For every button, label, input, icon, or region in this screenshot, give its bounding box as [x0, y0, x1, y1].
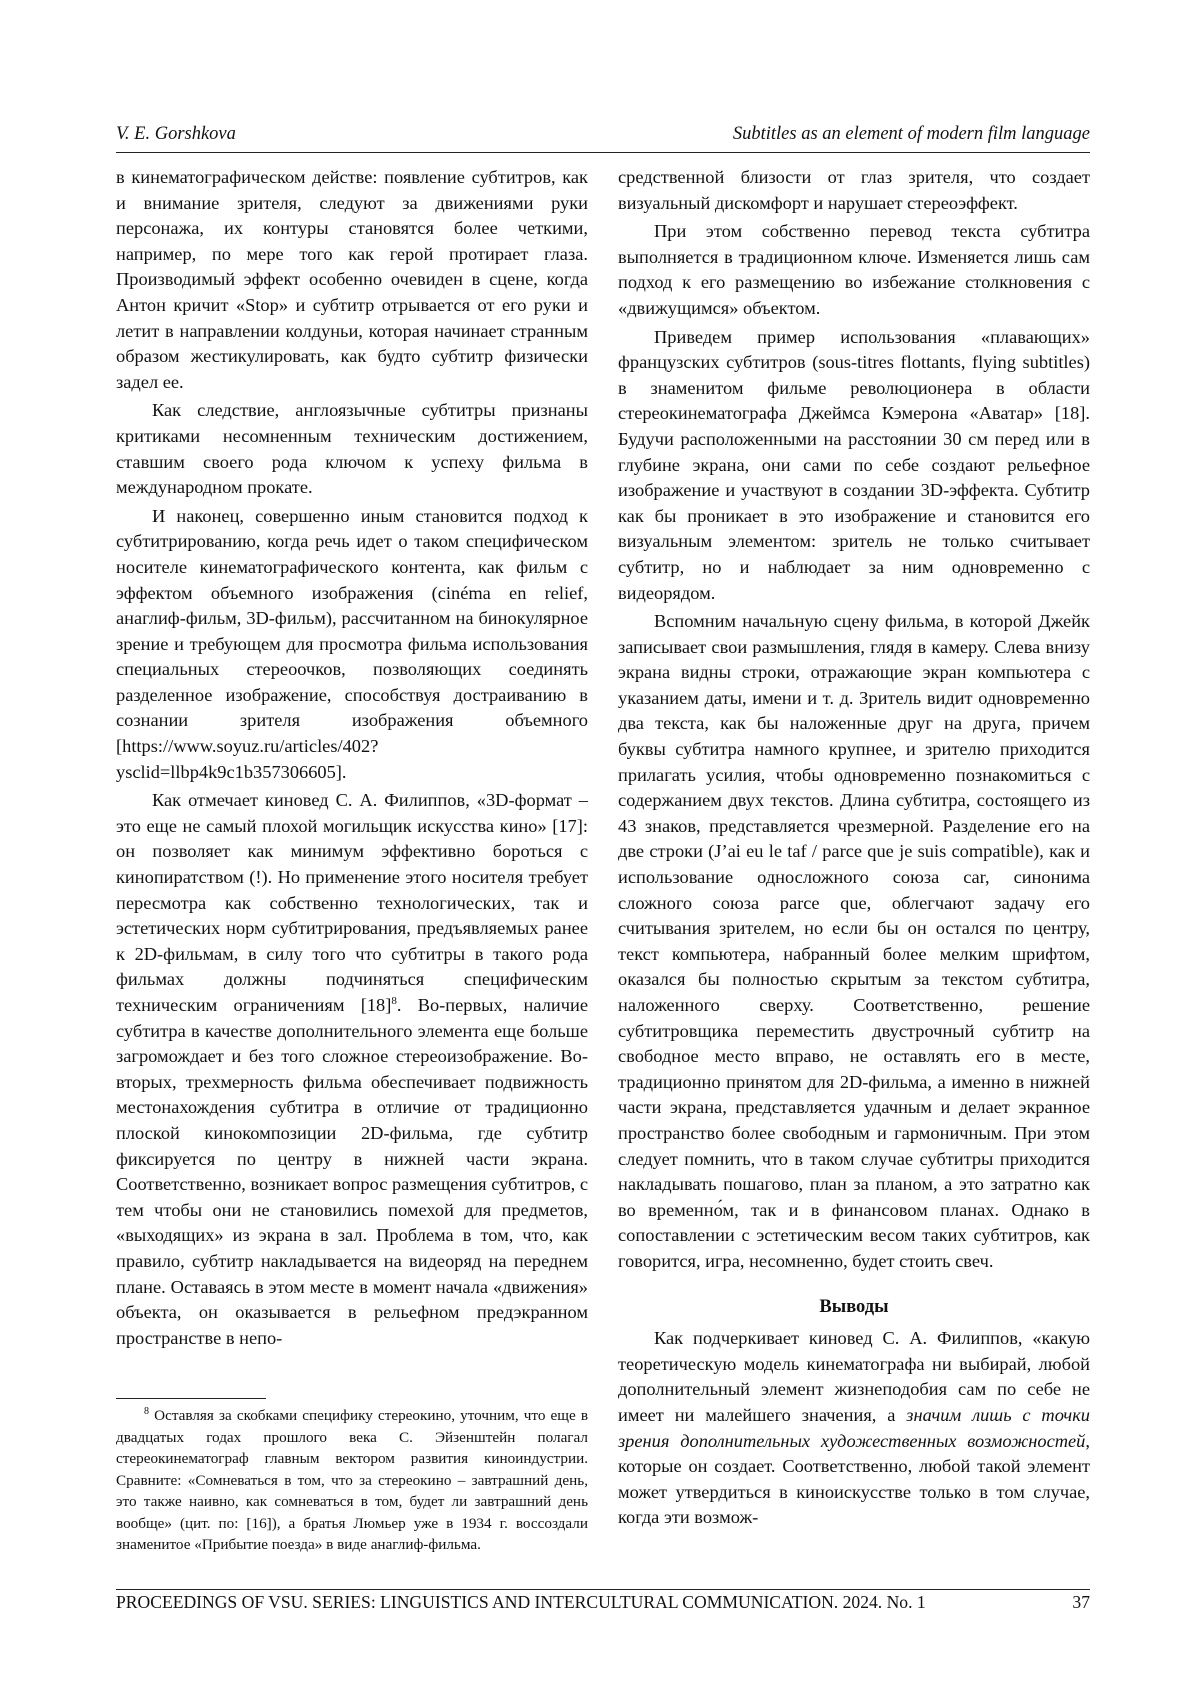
- footnote-marker: 8: [144, 1405, 149, 1417]
- running-head-author: V. E. Gorshkova: [116, 124, 236, 144]
- paragraph-text: . Во-первых, наличие субтитра в качестве дополнительного элемента еще больше загромождает и без того сложное стереоизображение. Во-вторых, трехмерность фильма обеспечивает подвижность местонахождения субтитра в отличие от традиционно плоской кинокомпозиции 2D-фильма, где субтитр фиксируется по центру в нижней части экрана. Соответственно, возникает вопрос размещения субтитров, с тем чтобы они не становились помехой для предметов, «выходящих» из экрана в зал. Проблема в том, что, как правило, субтитр накладывается на видеоряд на переднем плане. Оставаясь в этом месте в момент начала «движения» объекта, он оказывается в рельефном предэкранном пространстве в непо-: [116, 995, 589, 1348]
- journal-name: PROCEEDINGS OF VSU. SERIES: LINGUISTICS AND INTERCULTURAL COMMUNICATION. 2024. No. 1: [116, 1592, 926, 1612]
- page-number: 37: [1072, 1592, 1090, 1612]
- paragraph-text: , которые он создает. Соответственно, любой такой элемент может утвердиться в киноискусстве только в том случае, когда эти возмож-: [618, 1430, 1090, 1528]
- header-divider: [116, 152, 1090, 153]
- paragraph: [618, 1326, 1090, 1531]
- footnote: [116, 1405, 588, 1556]
- footnote-divider: [116, 1398, 266, 1399]
- paragraph: Вспомним начальную сцену фильма, в которой Джейк записывает свои размышления, глядя в камеру. Слева внизу экрана видны строки, отражающие экран компьютера с указанием даты, имени и т. д. Зритель видит одновременно два текста, как бы наложенные друг на друга, причем буквы субтитра намного крупнее, и зрителю приходится прилагать усилия, чтобы одновременно познакомиться с содержанием двух текстов. Длина субтитра, состоящего из 43 знаков, представляется чрезмерной. Разделение его на две строки (J’ai eu le taf / parce que je suis compatible), как и использование односложного союза car, синонима сложного союза parce que, облегчают задачу его считывания зрителем, но если бы он остался по центру, текст компьютера, набранный более мелким шрифтом, оказался бы полностью скрытым за текстом субтитра, наложенного сверху. Соответственно, решение субтитровщика переместить двустрочный субтитр на свободное место вправо, не оставлять его в месте, традиционно принятом для 2D-фильма, а именно в нижней части экрана, представляется удачным и делает экранное пространство более свободным и гармоничным. При этом следует помнить, что в таком случае субтитры приходится накладывать пошагово, план за планом, а это затратно как во временно́м, так и в финансовом планах. Однако в сопоставлении с эстетическим весом таких субтитров, как говорится, игра, несомненно, будет стоить свеч.: [618, 611, 1090, 1271]
- emphasis-text: значим лишь с точки зрения дополнительных художественных возможностей: [618, 1404, 1091, 1451]
- paragraph: При этом собственно перевод текста субтитра выполняется в традиционном ключе. Изменяется лишь сам подход к его размещению во избежание столкновения с «движущимся» объектом.: [618, 221, 1090, 318]
- paragraph: Приведем пример использования «плавающих» французских субтитров (sous-titres flottants, flying subtitles) в знаменитом фильме революционера в области стереокинематографа Джеймса Кэмерона «Аватар» [18]. Будучи расположенными на расстоянии 30 см перед или в глубине экрана, они сами по себе создают рельефное изображение и участвуют в создании 3D-эффекта. Субтитр как бы проникает в это изображение и становится его визуальным элементом: зритель не только считывает субтитр, но и наблюдает за ним одновременно с видеорядом.: [618, 326, 1091, 603]
- paragraph: [116, 788, 588, 1351]
- paragraph: средственной близости от глаз зрителя, что создает визуальный дискомфорт и нарушает стереоэффект.: [618, 167, 1090, 213]
- paragraph: Как следствие, англоязычные субтитры признаны критиками несомненным техническим достижением, ставшим своего рода ключом к успеху фильма в международном прокате.: [116, 400, 588, 498]
- paragraph-text: Как отмечает киновед С. А. Филиппов, «3D-формат – это еще не самый плохой могильщик искусства кино» [17]: он позволяет как минимум эффективно бороться с кинопиратством (!). Но применение этого носителя требует пересмотра как собственно технологических, так и эстетических норм субтитрирования, предъявляемых ранее к 2D-фильмам, в силу того что субтитры в такого рода фильмах должны подчиняться специфическим техническим ограничениям [18]: [116, 790, 588, 1015]
- paragraph-text: Как подчеркивает киновед С. А. Филиппов, «какую теоретическую модель кинематографа ни выбирай, любой дополнительный элемент жизнеподобия сам по себе не имеет ни малейшего значения, а: [618, 1328, 1090, 1425]
- section-heading: Выводы: [819, 1296, 889, 1317]
- footnote-text: Оставляя за скобками специфику стереокино, уточним, что еще в двадцатых годах прошлого века С. Эйзенштейн полагал стереокинематограф главным вектором развития киноиндустрии. Сравните: «Сомневаться в том, что за стереокино – завтрашний день, это также наивно, как сомневаться в том, будет ли завтрашний день вообще» (цит. по: [16]), а братья Люмьер уже в 1934 г. воссоздали знаменитое «Прибытие поезда» в виде анаглиф-фильма.: [116, 1407, 588, 1553]
- footer-divider: [116, 1589, 1090, 1590]
- paragraph: в кинематографическом действе: появление субтитров, как и внимание зрителя, следуют за движениями руки персонажа, их контуры становятся более четкими, например, по мере того как герой протирает глаза. Производимый эффект особенно очевиден в сцене, когда Антон кричит «Stop» и субтитр отрывается от его руки и летит в направлении колдуньи, которая начинает странным образом жестикулировать, как будто субтитр физически задел ее.: [116, 167, 588, 392]
- running-head: [116, 124, 1090, 150]
- right-column: [618, 165, 1090, 1534]
- left-column: [116, 165, 588, 1354]
- paragraph: И наконец, совершенно иным становится подход к субтитрированию, когда речь идет о таком специфическом носителе кинематографического контента, как фильм с эффектом объемного изображения (cinéma en relief, анаглиф-фильм, 3D-фильм), рассчитанном на бинокулярное зрение и требующем для просмотра фильма использования специальных стереоочков, позволяющих соединять разделенное изображение, способствуя достраиванию в сознании зрителя изображения объемного [https://www.soyuz.ru/articles/402?ysclid=llbp4k9c1b357306605].: [116, 505, 588, 782]
- footnote-reference[interactable]: 8: [391, 994, 397, 1007]
- running-head-title: Subtitles as an element of modern film language: [732, 124, 1090, 144]
